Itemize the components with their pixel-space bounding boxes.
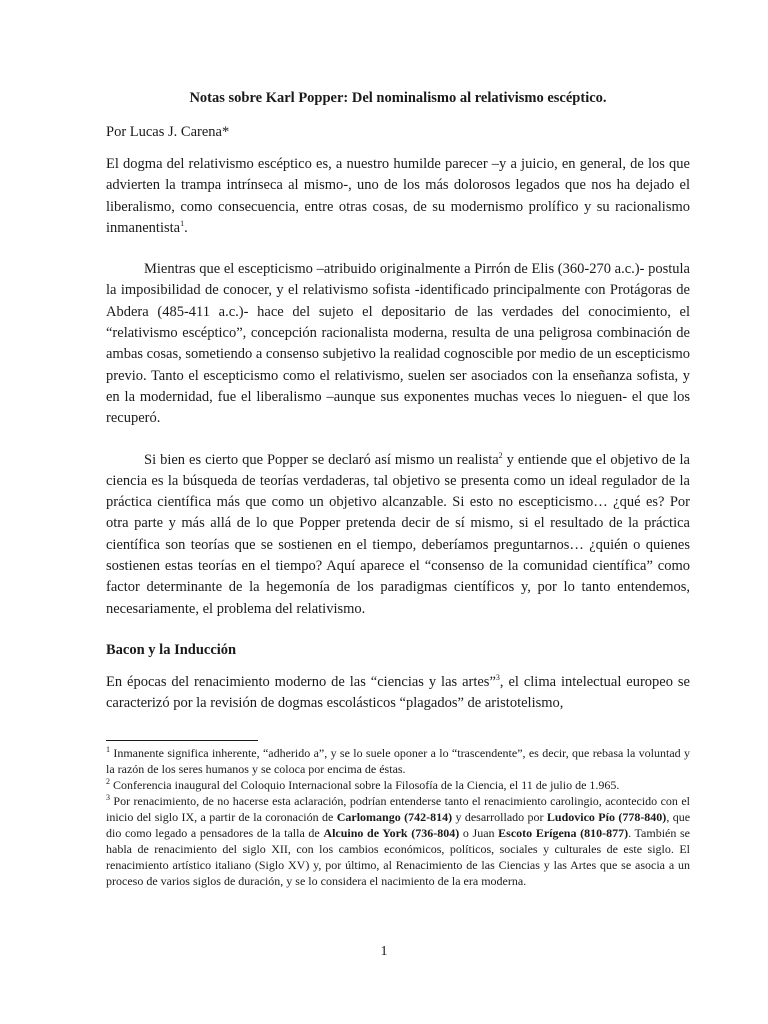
footnote-3-name-carlomango: Carlomango (742-814) bbox=[336, 810, 453, 824]
footnote-3-name-alcuino: Alcuino de York (736-804) bbox=[323, 826, 460, 840]
footnote-separator bbox=[106, 740, 258, 741]
footnote-3-number: 3 bbox=[106, 793, 110, 802]
footnote-ref-1[interactable]: 1 bbox=[180, 219, 185, 229]
footnote-3-text-b: y desarrollado por bbox=[452, 810, 547, 824]
body-content bbox=[106, 88, 690, 715]
paragraph-3-start: Si bien es cierto que Popper se declaró así mismo un realista bbox=[144, 451, 499, 468]
footnote-3-text-d: o Juan bbox=[459, 826, 499, 840]
footnotes bbox=[106, 745, 690, 889]
footnote-1-text: Inmanente significa inherente, “adherido a”, y se lo suele oponer a lo “trascendente”, es decir, que rebasa la voluntad y la razón de los seres humanos y se coloca por encima de éstas. bbox=[106, 746, 690, 776]
footnote-1 bbox=[106, 745, 690, 777]
paragraph-1 bbox=[106, 154, 690, 239]
paragraph-2: Mientras que el escepticismo –atribuido originalmente a Pirrón de Elis (360-270 a.c.)- postula la imposibilidad de conocer, y el relativismo sofista -identificado principalmente con Protágoras de Abdera (485-411 a.c.)- hace del sujeto el depositario de las verdades del conocimiento, el “relativismo escéptico”, concepción racionalista moderna, resulta de una peligrosa combinación de ambas cosas, sometiendo a consenso subjetivo la realidad cognoscible por medio de un escepticismo previo. Tanto el escepticismo como el relativismo, suelen ser asociados con la enseñanza sofista, y en la modernidad, fue el liberalismo –aunque sus exponentes muchas veces lo nieguen- el que los recuperó. bbox=[106, 261, 690, 427]
section-paragraph-start: En épocas del renacimiento moderno de las “ciencias y las artes” bbox=[106, 673, 496, 690]
paragraph-3-text: y entiende que el objetivo de la ciencia es la búsqueda de teorías verdaderas, tal objetivo se presenta como un ideal regulador de la práctica científica más que como un objetivo alcanzable. Si esto no escepticismo… ¿qué es? Por otra parte y más allá de lo que Popper pretenda decir de sí mismo, si el resultado de la práctica científica son teorías que se sostienen en el tiempo, deberíamos preguntarnos… ¿quién o quienes sostienen estas teorías en el tiempo? Aquí aparece el “consenso de la comunidad científica” como factor determinante de la hegemonía de los paradigmas científicos y, por lo tanto entendemos, necesariamente, el problema del relativismo. bbox=[106, 451, 690, 617]
paragraph-3 bbox=[106, 450, 690, 620]
footnote-3-text-e: . También se habla de renacimiento del siglo XII, con los cambios económicos, políticos, sociales y culturales de este siglo. El renacimiento artístico italiano (Siglo XV) y, por último, al Renacimiento de las Ciencias y las Artes que se asocia a un proceso de varios siglos de duración, y se lo considera el nacimiento de la era moderna. bbox=[106, 826, 691, 888]
footnote-3 bbox=[106, 793, 690, 889]
section-heading: Bacon y la Inducción bbox=[106, 641, 237, 658]
document-title: Notas sobre Karl Popper: Del nominalismo al relativismo escéptico. bbox=[189, 90, 607, 106]
paragraph-1-end: . bbox=[184, 219, 188, 236]
footnote-ref-3[interactable]: 3 bbox=[495, 673, 500, 683]
footnote-3-name-ludovico: Ludovico Pío (778-840) bbox=[546, 810, 667, 824]
author-line: Por Lucas J. Carena* bbox=[106, 124, 230, 140]
footnote-2-number: 2 bbox=[106, 777, 110, 786]
section-paragraph bbox=[106, 672, 690, 715]
footnote-3-text-c: , que dio como legado a pensadores de la talla de bbox=[106, 810, 691, 840]
page-number: 1 bbox=[380, 944, 388, 959]
footnote-2 bbox=[106, 777, 690, 793]
footnote-3-name-escoto: Escoto Erígena (810-877) bbox=[498, 826, 629, 840]
footnote-ref-2[interactable]: 2 bbox=[498, 450, 503, 460]
section-paragraph-text: , el clima intelectual europeo se caracterizó por la revisión de dogmas escolásticos “plagados” de aristotelismo, bbox=[106, 673, 690, 712]
footnote-2-text: Conferencia inaugural del Coloquio Internacional sobre la Filosofía de la Ciencia, el 11 de julio de 1.965. bbox=[110, 778, 620, 792]
footnote-1-number: 1 bbox=[106, 745, 110, 754]
footnote-3-text-a: Por renacimiento, de no hacerse esta aclaración, podrían entenderse tanto el renacimiento carolingio, acontecido con el inicio del siglo IX, a partir de la coronación de bbox=[106, 794, 690, 824]
paragraph-1-text: El dogma del relativismo escéptico es, a nuestro humilde parecer –y a juicio, en general, de los que advierten la trampa intrínseca al mismo-, uno de los más dolorosos legados que nos ha dejado el liberalismo, como consecuencia, entre otras cosas, de su modernismo prolífico y su racionalismo inmanentista bbox=[106, 156, 690, 236]
